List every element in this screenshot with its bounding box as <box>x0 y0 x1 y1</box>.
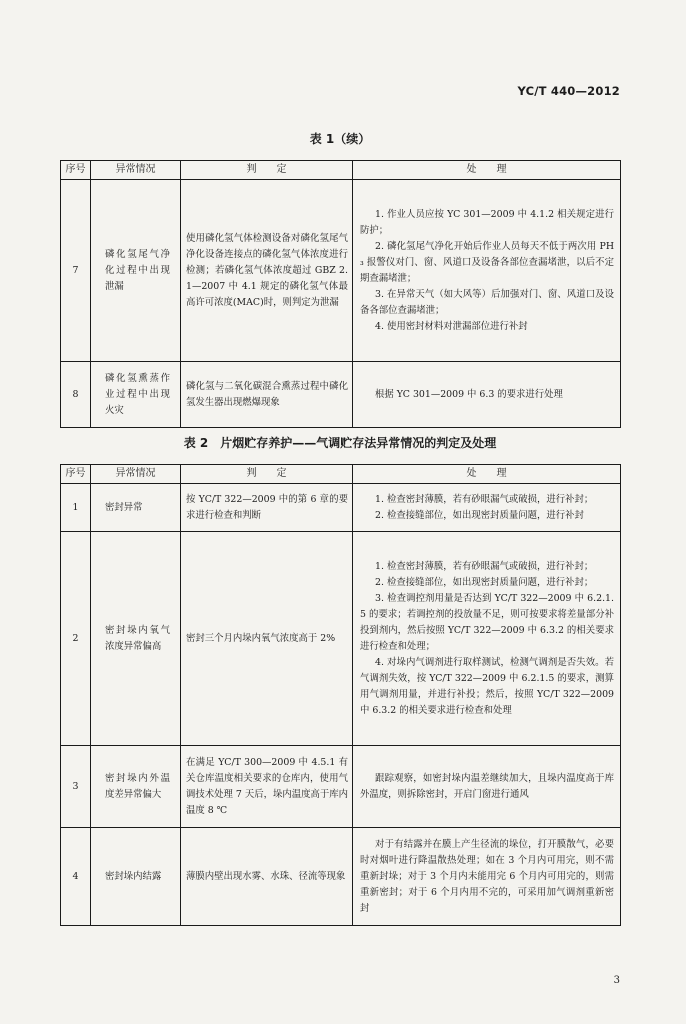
abnormal-situation: 密封异常 <box>91 484 181 532</box>
treatment-step: 2. 检查接缝部位，如出现密封质量问题，进行补封； <box>375 576 594 588</box>
table1-title: 表 1（续） <box>309 132 371 146</box>
treatment-step: 4. 使用密封材料对泄漏部位进行补封 <box>375 320 528 332</box>
treatment-step: 1. 作业人员应按 YC 301—2009 中 4.1.2 相关规定进行防护； <box>360 208 614 236</box>
table-row <box>61 532 621 746</box>
treatment-step: 根据 YC 301—2009 中 6.3 的要求进行处理 <box>375 388 563 400</box>
judgement: 在满足 YC/T 300—2009 中 4.5.1 有关仓库温度相关要求的仓库内，使用气调技术处理 7 天后，垛内温度高于库内温度 8 ℃ <box>181 746 353 828</box>
header-judgement: 判 定 <box>181 161 353 180</box>
judgement: 按 YC/T 322—2009 中的第 6 章的要求进行检查和判断 <box>181 484 353 532</box>
treatment <box>353 532 621 746</box>
treatment-step: 1. 检查密封薄膜，若有砂眼漏气或破损，进行补封； <box>375 493 594 505</box>
table1 <box>60 160 621 428</box>
treatment-step: 2. 检查接缝部位，如出现密封质量问题，进行补封 <box>375 509 584 521</box>
row-number: 4 <box>61 828 91 926</box>
header-no: 序号 <box>61 161 91 180</box>
treatment <box>353 180 621 362</box>
row-number: 2 <box>61 532 91 746</box>
header-abnormal: 异常情况 <box>91 161 181 180</box>
row-number: 7 <box>61 180 91 362</box>
header-treatment: 处 理 <box>353 161 621 180</box>
row-number: 3 <box>61 746 91 828</box>
row-number: 1 <box>61 484 91 532</box>
header-treatment: 处 理 <box>353 465 621 484</box>
treatment-step: 3. 在异常天气（如大风等）后加强对门、窗、风道口及设备各部位查漏堵泄； <box>360 288 614 316</box>
table2-header-row <box>61 465 621 484</box>
abnormal-situation: 密封垛内氧气浓度异常偏高 <box>91 532 181 746</box>
header-no: 序号 <box>61 465 91 484</box>
treatment-step: 对于有结露并在膜上产生径流的垛位，打开膜散气，必要时对烟叶进行降温散热处理；如在 3 个月内可用完，则不需重新封垛；对于 3 个月内未能用完 6 个月内可用完的，则需重新密封；对于 6 个月内用不完的，可采用加气调剂重新密封 <box>360 838 614 914</box>
abnormal-situation: 磷化氢熏蒸作业过程中出现火灾 <box>91 362 181 428</box>
table-row <box>61 180 621 362</box>
table-row <box>61 828 621 926</box>
page-number: 3 <box>613 975 620 986</box>
treatment <box>353 484 621 532</box>
row-number: 8 <box>61 362 91 428</box>
treatment <box>353 746 621 828</box>
table-row <box>61 746 621 828</box>
treatment-step: 跟踪观察，如密封垛内温差继续加大，且垛内温度高于库外温度，则拆除密封，开启门窗进行通风 <box>360 772 614 800</box>
standard-code: YC/T 440—2012 <box>517 84 620 98</box>
abnormal-situation: 密封垛内外温度差异常偏大 <box>91 746 181 828</box>
judgement: 薄膜内壁出现水雾、水珠、径流等现象 <box>181 828 353 926</box>
abnormal-situation: 密封垛内结露 <box>91 828 181 926</box>
treatment-step: 2. 磷化氢尾气净化开始后作业人员每天不低于两次用 PH₃ 报警仪对门、窗、风道口及设备各部位查漏堵泄，以后不定期查漏堵泄； <box>360 240 614 284</box>
table2-title: 表 2 片烟贮存养护——气调贮存法异常情况的判定及处理 <box>183 436 497 450</box>
table2 <box>60 464 621 926</box>
judgement: 密封三个月内垛内氧气浓度高于 2% <box>181 532 353 746</box>
table1-header-row <box>61 161 621 180</box>
treatment-step: 3. 检查调控剂用量是否达到 YC/T 322—2009 中 6.2.1.5 的要求；若调控剂的投放量不足，则可按要求将差量部分补投到剂内，然后按照 YC/T 322—2009 中 6.3.2 的相关要求进行检查和处理； <box>360 592 614 652</box>
judgement: 使用磷化氢气体检测设备对磷化氢尾气净化设备连接点的磷化氢气体浓度进行检测；若磷化氢气体浓度超过 GBZ 2.1—2007 中 4.1 规定的磷化氢气体最高许可浓度(MAC)时，则判定为泄漏 <box>181 180 353 362</box>
treatment-step: 1. 检查密封薄膜，若有砂眼漏气或破损，进行补封； <box>375 560 594 572</box>
abnormal-situation: 磷化氢尾气净化过程中出现泄漏 <box>91 180 181 362</box>
treatment <box>353 362 621 428</box>
header-judgement: 判 定 <box>181 465 353 484</box>
header-abnormal: 异常情况 <box>91 465 181 484</box>
table-row <box>61 484 621 532</box>
treatment <box>353 828 621 926</box>
judgement: 磷化氢与二氧化碳混合熏蒸过程中磷化氢发生器出现燃爆现象 <box>181 362 353 428</box>
treatment-step: 4. 对垛内气调剂进行取样测试，检测气调剂是否失效。若气调剂失效，按 YC/T 322—2009 中 6.2.1.5 的要求，测算用气调剂用量，并进行补投；然后，按照 YC/T 322—2009 中 6.3.2 的相关要求进行检查和处理 <box>360 656 614 716</box>
table-row <box>61 362 621 428</box>
